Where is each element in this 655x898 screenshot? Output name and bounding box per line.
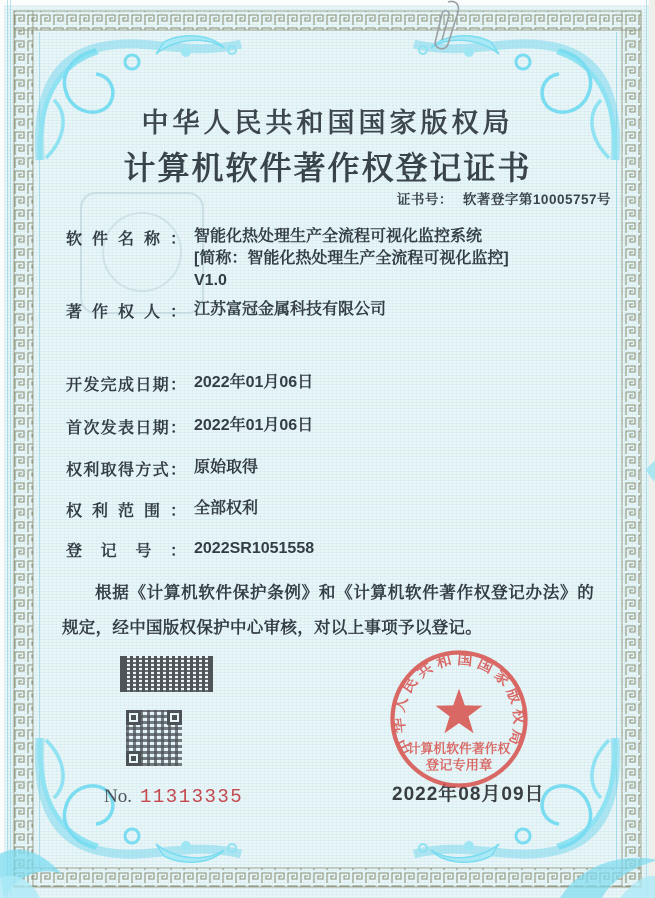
field-completion-date [66, 372, 313, 395]
field-label: 权利取得方式： [66, 462, 186, 479]
field-value-line: V1.0 [194, 272, 227, 289]
field-value-line: 智能化热处理生产全流程可视化监控系统 [194, 228, 483, 245]
field-label: 开发完成日期： [66, 377, 186, 394]
field-value-line: [简称：智能化热处理生产全流程可视化监控] [194, 250, 509, 267]
field-label: 首次发表日期： [66, 420, 186, 437]
field-label: 权利范围： [66, 503, 186, 520]
seal-ring-text: 中华人民共和国国家版权局 [390, 650, 528, 757]
serial-number-block [104, 786, 243, 808]
field-label: 著作权人： [66, 304, 186, 321]
pdf417-barcode [120, 656, 213, 692]
serial-label: No. [104, 786, 132, 807]
field-value-line: 江苏富冠金属科技有限公司 [194, 301, 387, 318]
certificate-number [397, 188, 611, 208]
corner-wave-ornament [0, 457, 655, 898]
registration-statement: 根据《计算机软件保护条例》和《计算机软件著作权登记办法》的规定，经中国版权保护中心审核，对以上事项予以登记。 [62, 584, 594, 637]
field-software-name [66, 226, 509, 292]
issue-date: 2022年08月09日 [392, 784, 545, 805]
authority-title: 中华人民共和国国家版权局 [141, 108, 514, 138]
field-value-line: 原始取得 [194, 459, 259, 476]
field-label: 软件名称： [66, 231, 186, 248]
official-seal [383, 643, 535, 795]
field-first-publication-date [66, 415, 313, 438]
seal-text-line2: 登记专用章 [425, 757, 493, 773]
field-value-line: 2022SR1051558 [194, 540, 315, 557]
field-value-line: 2022年01月06日 [194, 374, 314, 391]
field-registration-number [66, 538, 314, 561]
field-rights-acquisition [66, 457, 258, 480]
field-copyright-owner [66, 299, 386, 322]
qr-finder-pattern [126, 710, 141, 725]
certificate-number-value: 软著登字第10005757号 [462, 192, 611, 207]
field-value-line: 全部权利 [194, 500, 259, 517]
seal-text-line1: 计算机软件著作权 [407, 741, 511, 757]
field-label: 登记号： [66, 543, 186, 560]
certificate-title: 计算机软件著作权登记证书 [123, 150, 532, 186]
serial-number: 11313335 [139, 786, 244, 808]
field-rights-scope [66, 498, 258, 521]
certificate-number-label: 证书号： [396, 192, 453, 207]
qr-finder-pattern [167, 710, 182, 725]
seal-star-icon [436, 689, 483, 734]
qr-code [126, 710, 182, 766]
field-value-line: 2022年01月06日 [194, 417, 314, 434]
qr-finder-pattern [126, 751, 141, 766]
